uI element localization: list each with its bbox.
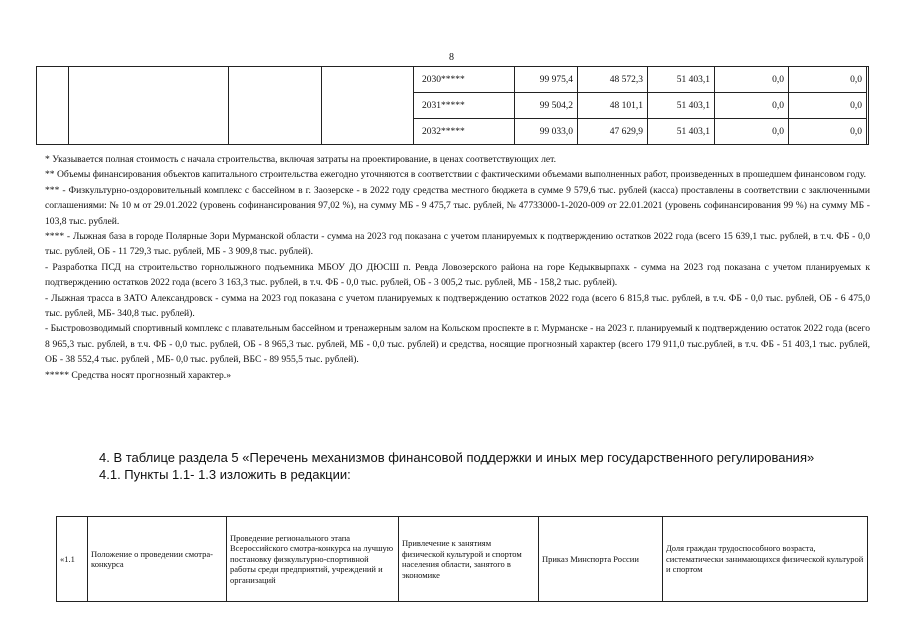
mb-cell: 0,0 <box>715 67 789 93</box>
footnote: * Указывается полная стоимость с начала строительства, включая затраты на проектирование, в ценах соответствующих лет. <box>45 154 557 165</box>
amendment-subparagraph: 4.1. Пункты 1.1- 1.3 изложить в редакции: <box>99 467 351 482</box>
row-number: «1.1 <box>57 517 88 602</box>
ob-cell: 51 403,1 <box>648 93 715 119</box>
table-cell-empty <box>69 67 229 145</box>
mb-cell: 0,0 <box>715 119 789 145</box>
year-cell: 2030***** <box>414 67 515 93</box>
table-cell-empty <box>322 67 414 145</box>
table-cell-empty <box>37 67 69 145</box>
amendment-section <box>66 450 868 483</box>
financing-table <box>36 66 869 145</box>
total-cell: 99 504,2 <box>515 93 578 119</box>
table-cell-empty <box>867 67 869 145</box>
footnote: - Разработка ПСД на строительство горнолыжного подъемника МБОУ ДО ДЮСШ п. Ревда Ловозерского района на горе Кедыквырпахк - сумма на 2023 год показана с учетом планируемых к подтверждению остатков 2022 года (всего 3 163,3 тыс. рублей, в т.ч. ФБ - 0,0 тыс. рублей, ОБ - 3 005,2 тыс. рублей, МБ - 158,2 тыс. рублей). <box>45 261 870 289</box>
indicator: Доля граждан трудоспособного возраста, систематически занимающихся физической культурой и спортом <box>663 517 868 602</box>
table-cell-empty <box>229 67 322 145</box>
fb-cell: 47 629,9 <box>578 119 648 145</box>
mechanism-name: Положение о проведении смотра-конкурса <box>88 517 227 602</box>
fb-cell: 48 101,1 <box>578 93 648 119</box>
footnote: *** - Физкультурно-оздоровительный комплекс с бассейном в г. Заозерске - в 2022 году средства местного бюджета в сумме 9 579,6 тыс. рублей (касса) проставлены в соответствии с заключенными соглашениями: № 10 м от 29.01.2022 (уровень софинансирования 97,02 %), на сумму МБ - 9 475,7 тыс. рублей, № 47733000-1-2020-009 от 22.01.2021 (уровень софинансирования 99 %) на сумму МБ - 103,8 тыс. рублей. <box>45 184 870 227</box>
footnote: - Быстровозводимый спортивный комплекс с плавательным бассейном и тренажерным залом на Кольском проспекте в г. Мурманске - на 2023 г. планируемый к подтверждению остаток 2022 года (всего 8 965,3 тыс. рублей, в т.ч. ФБ - 0,0 тыс. рублей, ОБ - 8 965,3 тыс. рублей, МБ - 0,0 тыс. рублей) и средства, носящие прогнозный характер (всего 179 911,0 тыс.рублей, в т.ч. ФБ - 51 403,1 тыс. рублей, ОБ - 38 552,4 тыс. рублей , МБ- 0,0 тыс. рублей, ВБС - 89 955,5 тыс. рублей). <box>45 323 870 366</box>
mechanisms-table <box>56 516 868 602</box>
mb-cell: 0,0 <box>715 93 789 119</box>
year-cell: 2032***** <box>414 119 515 145</box>
footnotes <box>45 152 870 383</box>
fb-cell: 48 572,3 <box>578 67 648 93</box>
ob-cell: 51 403,1 <box>648 67 715 93</box>
total-cell: 99 033,0 <box>515 119 578 145</box>
ob-cell: 51 403,1 <box>648 119 715 145</box>
footnote: - Лыжная трасса в ЗАТО Александровск - сумма на 2023 год показана с учетом планируемых к подтверждению остатков 2022 года (всего 6 815,8 тыс. рублей, в т.ч. ФБ - 0,0 тыс. рублей, ОБ - 6 475,0 тыс. рублей, МБ- 340,8 тыс. рублей). <box>45 292 870 320</box>
amendment-paragraph: 4. В таблице раздела 5 «Перечень механизмов финансовой поддержки и иных мер государственного регулирования» <box>99 450 815 465</box>
page-number: 8 <box>449 52 454 63</box>
footnote: ** Объемы финансирования объектов капитального строительства ежегодно уточняются в соответствии с фактическими объемами выполненных работ, произведенных в прошедшем финансовом году. <box>45 169 866 181</box>
footnote: **** - Лыжная база в городе Полярные Зори Мурманской области - сумма на 2023 год показана с учетом планируемых к подтверждению остатков 2022 года (всего 15 639,1 тыс. рублей, в т.ч. ФБ - 0,0 тыс. рублей, ОБ - 11 729,3 тыс. рублей, МБ - 3 909,8 тыс. рублей). <box>45 231 870 258</box>
total-cell: 99 975,4 <box>515 67 578 93</box>
year-cell: 2031***** <box>414 93 515 119</box>
legal-document: Приказ Минспорта России <box>539 517 663 602</box>
table-row <box>57 517 868 602</box>
other-cell: 0,0 <box>789 93 867 119</box>
table-row <box>37 67 869 93</box>
other-cell: 0,0 <box>789 119 867 145</box>
footnote: ***** Средства носят прогнозный характер.» <box>45 369 231 381</box>
other-cell: 0,0 <box>789 67 867 93</box>
mechanism-content: Проведение регионального этапа Всероссийского смотра-конкурса на лучшую постановку физкультурно-спортивной работы среди предприятий, учреждений и организаций <box>227 517 399 602</box>
mechanism-goal: Привлечение к занятиям физической культурой и спортом населения области, занятого в экономике <box>399 517 539 602</box>
